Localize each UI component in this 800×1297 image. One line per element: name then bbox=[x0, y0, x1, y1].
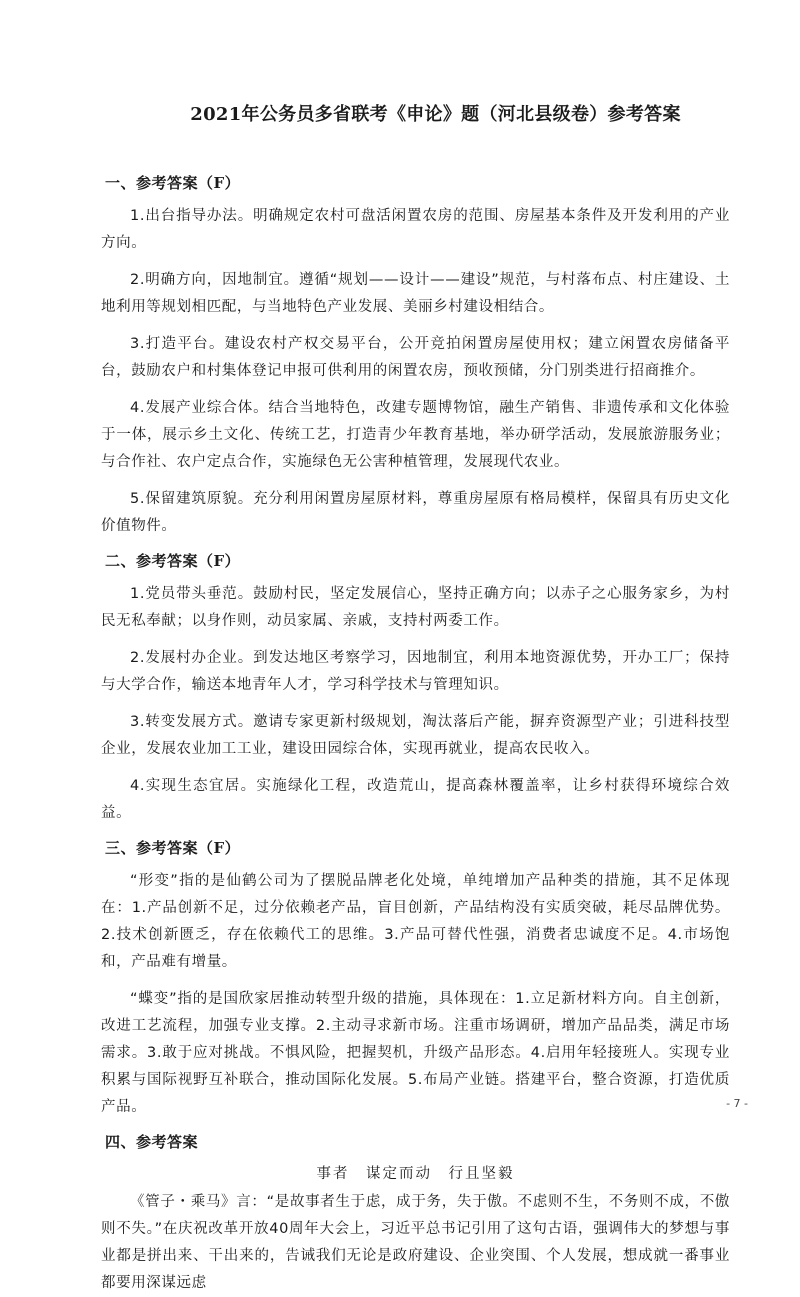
essay-title: 事者 谋定而动 行且坚毅 bbox=[316, 1166, 515, 1182]
paragraph: 4.发展产业综合体。结合当地特色，改建专题博物馆，融生产销售、非遗传承和文化体验于一体，展示乡土文化、传统工艺，打造青少年教育基地，举办研学活动，发展旅游服务业；与合作社、农户定点合作，实施绿色无公害种植管理，发展现代农业。 bbox=[101, 400, 730, 470]
paragraph: 1.出台指导办法。明确规定农村可盘活闲置农房的范围、房屋基本条件及开发利用的产业方向。 bbox=[101, 208, 730, 251]
page-number: - 7 - bbox=[726, 1097, 748, 1110]
section-heading: 一、参考答案（F） bbox=[105, 174, 241, 192]
section-1 bbox=[101, 172, 730, 540]
section-heading: 三、参考答案（F） bbox=[105, 839, 241, 857]
paragraph: 3.转变发展方式。邀请专家更新村级规划，淘汰落后产能，摒弃资源型产业；引进科技型企业，发展农业加工工业，建设田园综合体，实现再就业，提高农民收入。 bbox=[101, 714, 730, 757]
paragraph: 2.发展村办企业。到发达地区考察学习，因地制宜，利用本地资源优势，开办工厂；保持与大学合作，输送本地青年人才，学习科学技术与管理知识。 bbox=[101, 650, 730, 693]
paragraph: 1.党员带头垂范。鼓励村民，坚定发展信心，坚持正确方向；以赤子之心服务家乡，为村民无私奉献；以身作则，动员家属、亲戚，支持村两委工作。 bbox=[101, 586, 730, 629]
paragraph: 4.实现生态宜居。实施绿化工程，改造荒山，提高森林覆盖率，让乡村获得环境综合效益。 bbox=[101, 778, 730, 821]
paragraph: 3.打造平台。建设农村产权交易平台，公开竞拍闲置房屋使用权；建立闲置农房储备平台，鼓励农户和村集体登记申报可供利用的闲置农房，预收预储，分门别类进行招商推介。 bbox=[101, 336, 730, 379]
section-heading: 四、参考答案 bbox=[105, 1133, 199, 1151]
section-3 bbox=[101, 837, 730, 1121]
paragraph: “形变”指的是仙鹤公司为了摆脱品牌老化处境，单纯增加产品种类的措施，其不足体现在：1.产品创新不足，过分依赖老产品，盲目创新，产品结构没有实质突破，耗尽品牌优势。2.技术创新匮乏，存在依赖代工的思维。3.产品可替代性强，消费者忠诚度不足。4.市场饱和，产品难有增量。 bbox=[101, 873, 730, 970]
paragraph: 2.明确方向，因地制宜。遵循“规划——设计——建设”规范，与村落布点、村庄建设、土地利用等规划相匹配，与当地特色产业发展、美丽乡村建设相结合。 bbox=[101, 272, 730, 315]
document-title: 2021年公务员多省联考《申论》题（河北县级卷）参考答案 bbox=[190, 104, 681, 125]
paragraph: 《管子・乘马》言：“是故事者生于虑，成于务，失于傲。不虑则不生，不务则不成，不傲则不失。”在庆祝改革开放40周年大会上，习近平总书记引用了这句古语，强调伟大的梦想与事业都是拼出来、干出来的，告诫我们无论是政府建设、企业突围、个人发展，想成就一番事业都要用深谋远虑 bbox=[101, 1194, 730, 1291]
paragraph: “蝶变”指的是国欣家居推动转型升级的措施，具体现在：1.立足新材料方向。自主创新，改进工艺流程，加强专业支撑。2.主动寻求新市场。注重市场调研，增加产品品类，满足市场需求。3.敢于应对挑战。不惧风险，把握契机，升级产品形态。4.启用年轻接班人。实现专业积累与国际视野互补联合，推动国际化发展。5.布局产业链。搭建平台，整合资源，打造优质产品。 bbox=[101, 991, 730, 1115]
section-heading: 二、参考答案（F） bbox=[105, 552, 241, 570]
section-4 bbox=[101, 1131, 730, 1297]
paragraph: 5.保留建筑原貌。充分利用闲置房屋原材料，尊重房屋原有格局模样，保留具有历史文化价值物件。 bbox=[101, 491, 730, 534]
section-2 bbox=[101, 550, 730, 827]
